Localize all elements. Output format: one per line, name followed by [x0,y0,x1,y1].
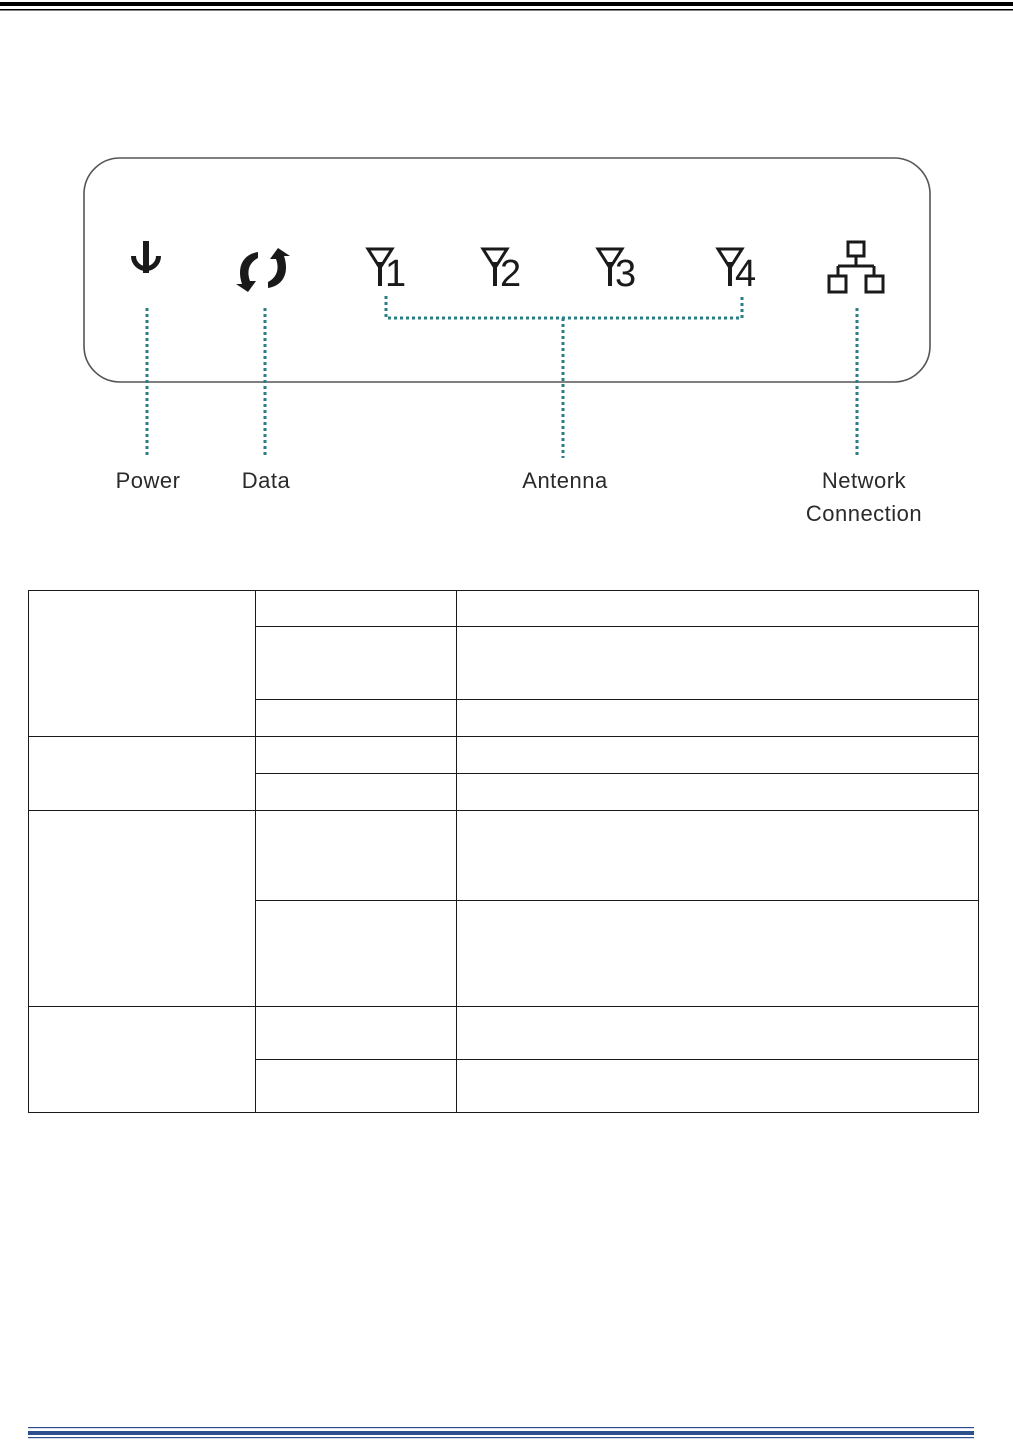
table-cell [256,901,457,1007]
antenna-number-3: 3 [615,253,637,295]
table-cell [256,627,457,700]
data-sync-icon [236,248,290,292]
table-cell [457,591,979,627]
table-cell [457,627,979,700]
front-panel-diagram [0,0,1013,560]
table-cell [457,1060,979,1113]
label-power: Power [115,468,181,493]
label-antenna: Antenna [522,468,608,493]
label-data: Data [241,468,291,493]
network-icon [829,242,883,292]
antenna-number-2: 2 [500,253,522,295]
antenna-number-1: 1 [385,253,407,295]
table-cell [457,811,979,901]
table-cell [256,591,457,627]
table-cell [457,901,979,1007]
table-row [29,737,979,774]
table-cell [29,591,256,737]
table-cell [29,737,256,811]
table-row [29,591,979,627]
table-cell [256,737,457,774]
table-cell [457,700,979,737]
table-cell [457,774,979,811]
table-row [29,811,979,901]
indicator-table [28,590,979,1113]
antenna-3-indicator [598,249,636,295]
antenna-number-4: 4 [735,253,757,295]
antenna-2-indicator [483,249,521,295]
table-cell [29,1007,256,1113]
leader-lines [147,296,857,458]
table-cell [29,811,256,1007]
table-cell [457,1007,979,1060]
antenna-1-indicator [368,249,406,295]
table-cell [256,1007,457,1060]
footer-rule [28,1424,974,1440]
antenna-4-indicator [718,249,756,295]
table-cell [256,774,457,811]
label-network: Network [821,468,907,493]
table-cell [256,700,457,737]
table-cell [457,737,979,774]
table-cell [256,811,457,901]
table-row [29,1007,979,1060]
table-cell [256,1060,457,1113]
power-icon [130,241,162,273]
label-connection: Connection [805,501,923,526]
